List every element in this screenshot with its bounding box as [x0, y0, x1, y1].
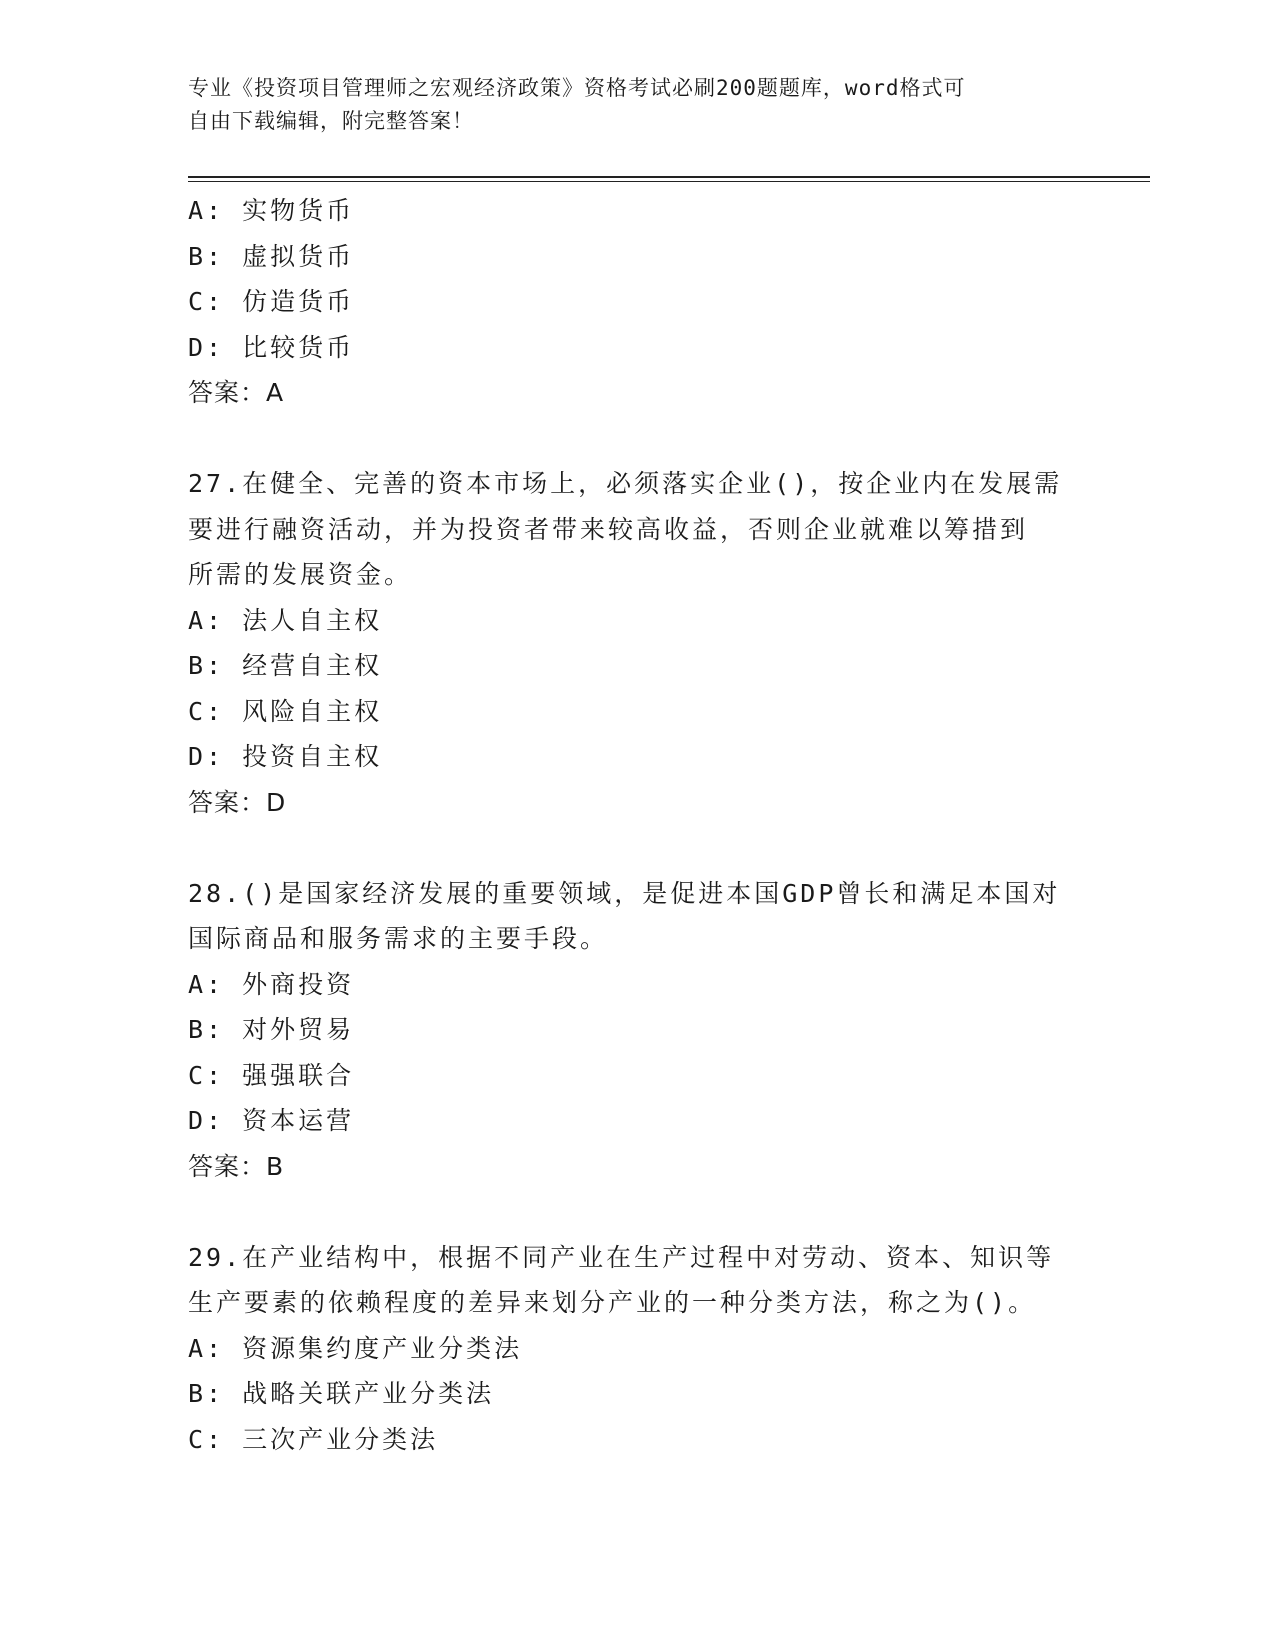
question-block-29	[188, 1235, 1088, 1463]
answer-line: 答案：A	[188, 378, 285, 407]
spacer	[188, 1189, 1088, 1235]
question-stem	[188, 461, 1088, 598]
question-stem	[188, 871, 1088, 962]
stem-line: 27.在健全、完善的资本市场上，必须落实企业()，按企业内在发展需	[188, 469, 1063, 498]
stem-line: 所需的发展资金。	[188, 560, 413, 589]
option-b: B: 战略关联产业分类法	[188, 1379, 495, 1408]
answer-line: 答案：B	[188, 1151, 285, 1181]
stem-line: 生产要素的依赖程度的差异来划分产业的一种分类方法，称之为()。	[188, 1288, 1037, 1317]
option-d: D: 资本运营	[188, 1106, 355, 1135]
option-b: B: 经营自主权	[188, 651, 383, 680]
question-block-27	[188, 461, 1088, 825]
option-b: B: 对外贸易	[188, 1015, 355, 1044]
spacer	[188, 825, 1088, 871]
option-a: A: 实物货币	[188, 196, 355, 225]
option-c: C: 三次产业分类法	[188, 1424, 439, 1454]
stem-line: 国际商品和服务需求的主要手段。	[188, 924, 609, 953]
header-divider-thick	[188, 176, 1150, 178]
question-block-28	[188, 871, 1088, 1190]
option-c: C: 风险自主权	[188, 696, 383, 726]
option-c: C: 仿造货币	[188, 287, 355, 316]
option-a: A: 法人自主权	[188, 605, 383, 635]
option-a: A: 资源集约度产业分类法	[188, 1333, 523, 1363]
stem-line: 要进行融资活动，并为投资者带来较高收益，否则企业就难以筹措到	[188, 514, 1029, 544]
question-stem	[188, 1235, 1088, 1326]
header-line-1: 专业《投资项目管理师之宏观经济政策》资格考试必刷200题题库，word格式可	[188, 76, 966, 100]
option-b: B: 虚拟货币	[188, 241, 355, 271]
stem-line: 29.在产业结构中，根据不同产业在生产过程中对劳动、资本、知识等	[188, 1242, 1055, 1272]
option-d: D: 比较货币	[188, 332, 355, 362]
stem-line: 28.()是国家经济发展的重要领域，是促进本国GDP曾长和满足本国对	[188, 878, 1061, 908]
option-c: C: 强强联合	[188, 1060, 355, 1090]
question-list	[188, 188, 1088, 1462]
answer-line: 答案：D	[188, 787, 287, 817]
option-a: A: 外商投资	[188, 969, 355, 999]
header-line-2: 自由下载编辑，附完整答案！	[188, 109, 474, 133]
header-divider-thin	[188, 181, 1150, 182]
document-header	[188, 72, 1068, 138]
question-block-26	[188, 188, 1088, 416]
spacer	[188, 416, 1088, 462]
option-d: D: 投资自主权	[188, 742, 383, 771]
